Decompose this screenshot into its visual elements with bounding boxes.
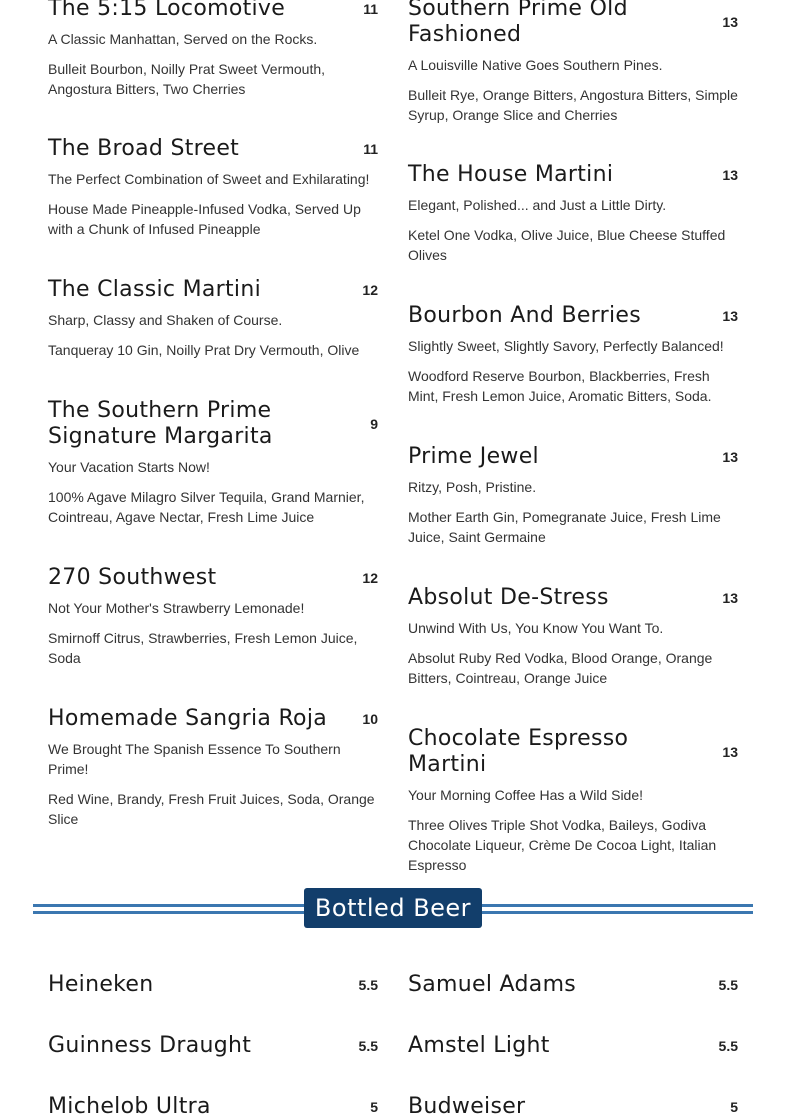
menu-item xyxy=(48,0,378,99)
item-price: 13 xyxy=(722,14,738,30)
item-name: Guinness Draught xyxy=(48,1033,252,1058)
item-price: 13 xyxy=(722,449,738,465)
menu-item xyxy=(48,136,378,239)
item-tagline: A Louisville Native Goes Southern Pines. xyxy=(408,57,663,73)
item-name: Prime Jewel xyxy=(408,444,539,469)
item-tagline: The Perfect Combination of Sweet and Exhilarating! xyxy=(48,171,370,187)
item-name: The House Martini xyxy=(408,162,614,187)
item-price: 13 xyxy=(722,167,738,183)
item-price: 5.5 xyxy=(718,977,738,993)
item-tagline: Your Vacation Starts Now! xyxy=(48,459,210,475)
item-description: Bulleit Bourbon, Noilly Prat Sweet Vermouth, Angostura Bitters, Two Cherries xyxy=(48,61,326,97)
item-tagline: Unwind With Us, You Know You Want To. xyxy=(408,620,664,636)
item-description: Red Wine, Brandy, Fresh Fruit Juices, Soda, Orange Slice xyxy=(48,791,375,827)
item-tagline: Sharp, Classy and Shaken of Course. xyxy=(48,312,283,328)
beer-item xyxy=(48,972,378,998)
item-price: 11 xyxy=(363,1,378,17)
menu-item xyxy=(408,162,738,265)
item-name: The Broad Street xyxy=(48,136,240,161)
menu-item xyxy=(408,303,738,406)
menu-item xyxy=(408,444,738,547)
item-description: Mother Earth Gin, Pomegranate Juice, Fresh Lime Juice, Saint Germaine xyxy=(408,509,721,545)
item-price: 13 xyxy=(722,308,738,324)
item-price: 10 xyxy=(362,711,378,727)
menu-item xyxy=(48,277,378,360)
menu-item xyxy=(408,0,738,125)
beer-item xyxy=(408,972,738,998)
item-name: 270 Southwest xyxy=(48,565,217,590)
item-description: Woodford Reserve Bourbon, Blackberries, Fresh Mint, Fresh Lemon Juice, Aromatic Bitters, Soda. xyxy=(408,368,712,404)
menu-item xyxy=(408,585,738,688)
menu-item xyxy=(48,565,378,668)
item-name: The 5:15 Locomotive xyxy=(48,0,286,21)
item-tagline: A Classic Manhattan, Served on the Rocks. xyxy=(48,31,318,47)
item-price: 13 xyxy=(722,744,738,760)
item-name: Homemade Sangria Roja xyxy=(48,706,328,731)
item-tagline: Your Morning Coffee Has a Wild Side! xyxy=(408,787,644,803)
item-description: Bulleit Rye, Orange Bitters, Angostura Bitters, Simple Syrup, Orange Slice and Cherries xyxy=(408,87,738,123)
beer-item xyxy=(408,1094,738,1120)
item-name: Budweiser xyxy=(408,1094,526,1119)
item-name: Bourbon And Berries xyxy=(408,303,641,328)
item-tagline: We Brought The Spanish Essence To Southern Prime! xyxy=(48,741,341,777)
item-tagline: Slightly Sweet, Slightly Savory, Perfectly Balanced! xyxy=(408,338,724,354)
item-price: 5 xyxy=(370,1099,378,1115)
item-description: Ketel One Vodka, Olive Juice, Blue Cheese Stuffed Olives xyxy=(408,227,726,263)
item-price: 5.5 xyxy=(358,977,378,993)
item-price: 5.5 xyxy=(358,1038,378,1054)
beer-item xyxy=(48,1094,378,1120)
item-tagline: Ritzy, Posh, Pristine. xyxy=(408,479,537,495)
item-name: Samuel Adams xyxy=(408,972,577,997)
item-price: 5 xyxy=(730,1099,738,1115)
item-description: Three Olives Triple Shot Vodka, Baileys, Godiva Chocolate Liqueur, Crème De Cocoa Light, Italian Espresso xyxy=(408,817,717,873)
item-name: Amstel Light xyxy=(408,1033,550,1058)
item-description: 100% Agave Milagro Silver Tequila, Grand Marnier, Cointreau, Agave Nectar, Fresh Lime Juice xyxy=(48,489,365,525)
item-tagline: Elegant, Polished... and Just a Little Dirty. xyxy=(408,197,667,213)
menu-item xyxy=(48,706,378,829)
item-name: Southern Prime Old Fashioned xyxy=(408,0,628,47)
item-name: Heineken xyxy=(48,972,154,997)
beer-item xyxy=(48,1033,378,1059)
item-name: Chocolate Espresso Martini xyxy=(408,726,629,777)
item-description: House Made Pineapple-Infused Vodka, Served Up with a Chunk of Infused Pineapple xyxy=(48,201,361,237)
item-name: The Southern Prime Signature Margarita xyxy=(48,398,273,449)
item-tagline: Not Your Mother's Strawberry Lemonade! xyxy=(48,600,305,616)
item-description: Tanqueray 10 Gin, Noilly Prat Dry Vermouth, Olive xyxy=(48,342,360,358)
item-name: Absolut De-Stress xyxy=(408,585,609,610)
beer-item xyxy=(408,1033,738,1059)
menu-item xyxy=(48,398,378,527)
item-name: The Classic Martini xyxy=(48,277,261,302)
item-price: 12 xyxy=(362,282,378,298)
menu-item xyxy=(408,726,738,875)
item-name: Michelob Ultra xyxy=(48,1094,211,1119)
section-title-bottled-beer: Bottled Beer xyxy=(304,888,482,928)
item-price: 11 xyxy=(363,141,378,157)
item-price: 9 xyxy=(370,416,378,432)
item-price: 5.5 xyxy=(718,1038,738,1054)
item-price: 13 xyxy=(722,590,738,606)
item-description: Smirnoff Citrus, Strawberries, Fresh Lemon Juice, Soda xyxy=(48,630,358,666)
item-price: 12 xyxy=(362,570,378,586)
item-description: Absolut Ruby Red Vodka, Blood Orange, Orange Bitters, Cointreau, Orange Juice xyxy=(408,650,713,686)
